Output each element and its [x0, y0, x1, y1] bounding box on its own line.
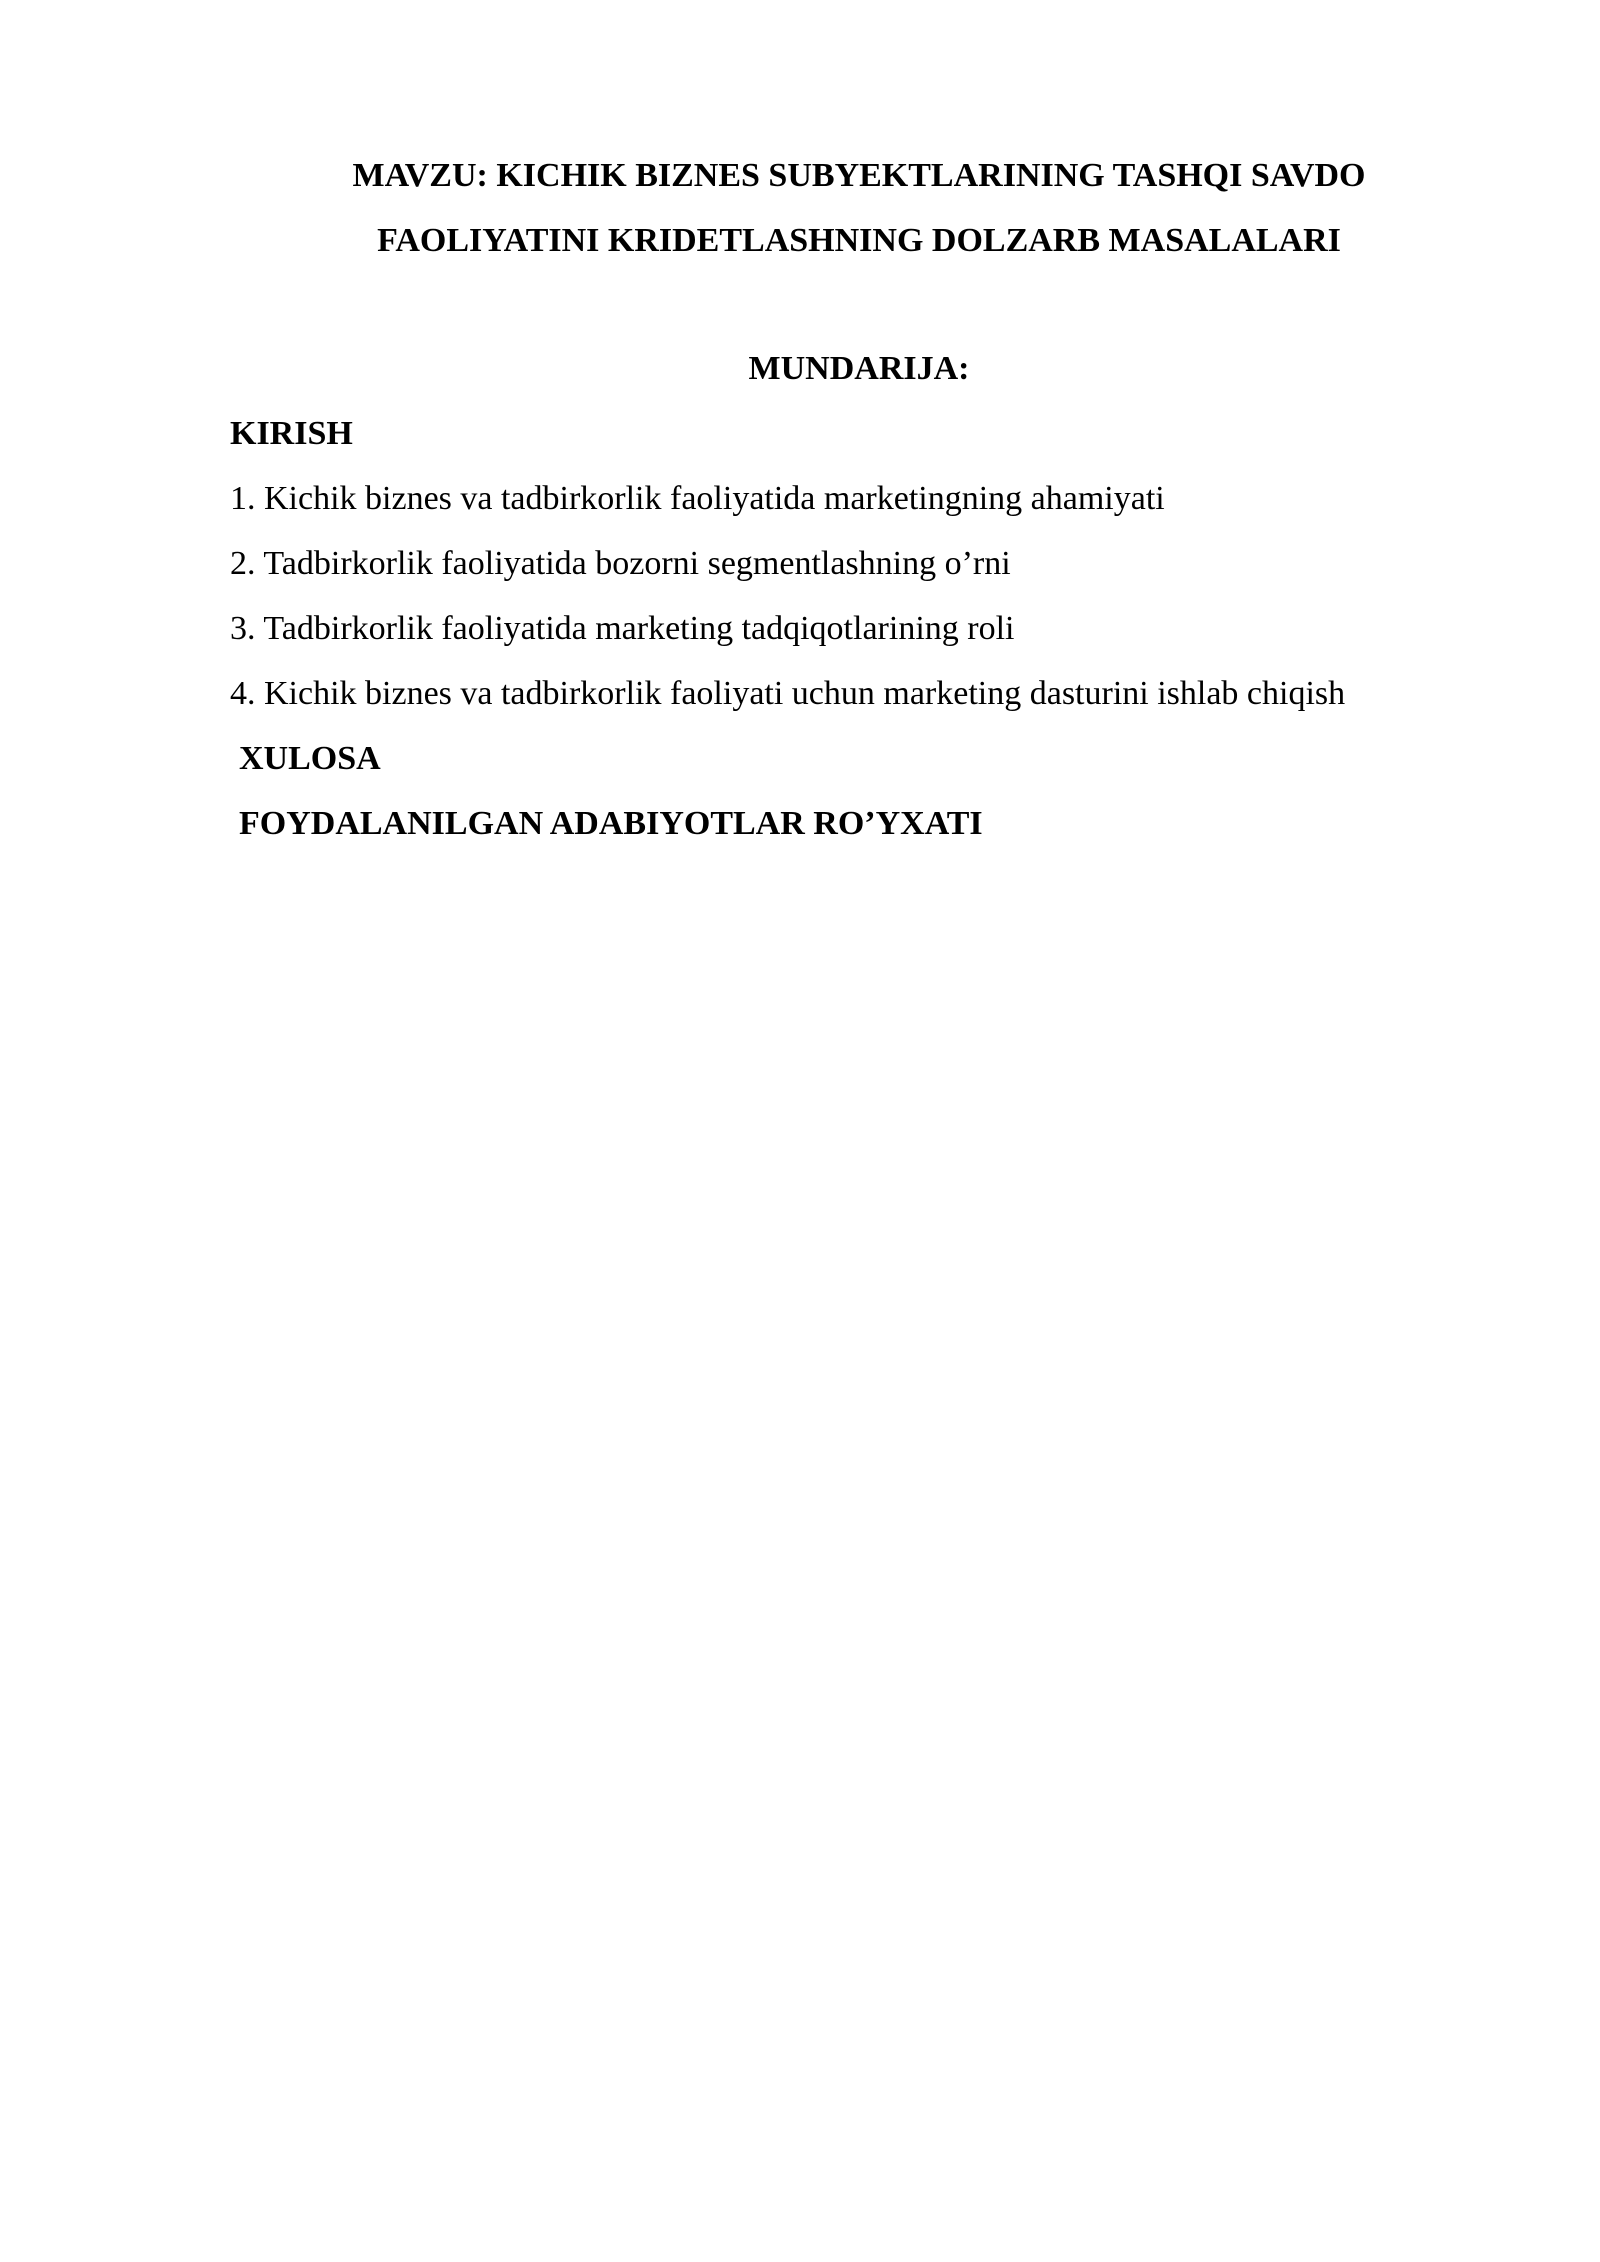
document-title-line-1: MAVZU: KICHIK BIZNES SUBYEKTLARINING TASHQI SAVDO — [352, 157, 1366, 194]
table-of-contents — [230, 414, 1500, 869]
toc-item-conclusion: XULOSA — [239, 740, 381, 777]
toc-heading: MUNDARIJA: — [748, 350, 970, 387]
toc-item-2: 2. Tadbirkorlik faoliyatida bozorni segmentlashning o’rni — [230, 545, 1011, 582]
toc-item-4: 4. Kichik biznes va tadbirkorlik faoliyati uchun marketing dasturini ishlab chiqish — [230, 675, 1346, 712]
document-title-line-2: FAOLIYATINI KRIDETLASHNING DOLZARB MASALALARI — [377, 222, 1341, 259]
toc-item-references: FOYDALANILGAN ADABIYOTLAR RO’YXATI — [239, 805, 983, 842]
toc-item-1: 1. Kichik biznes va tadbirkorlik faoliyatida marketingning ahamiyati — [230, 480, 1165, 517]
toc-item-intro: KIRISH — [230, 415, 353, 452]
toc-item-3: 3. Tadbirkorlik faoliyatida marketing tadqiqotlarining roli — [230, 610, 1015, 647]
